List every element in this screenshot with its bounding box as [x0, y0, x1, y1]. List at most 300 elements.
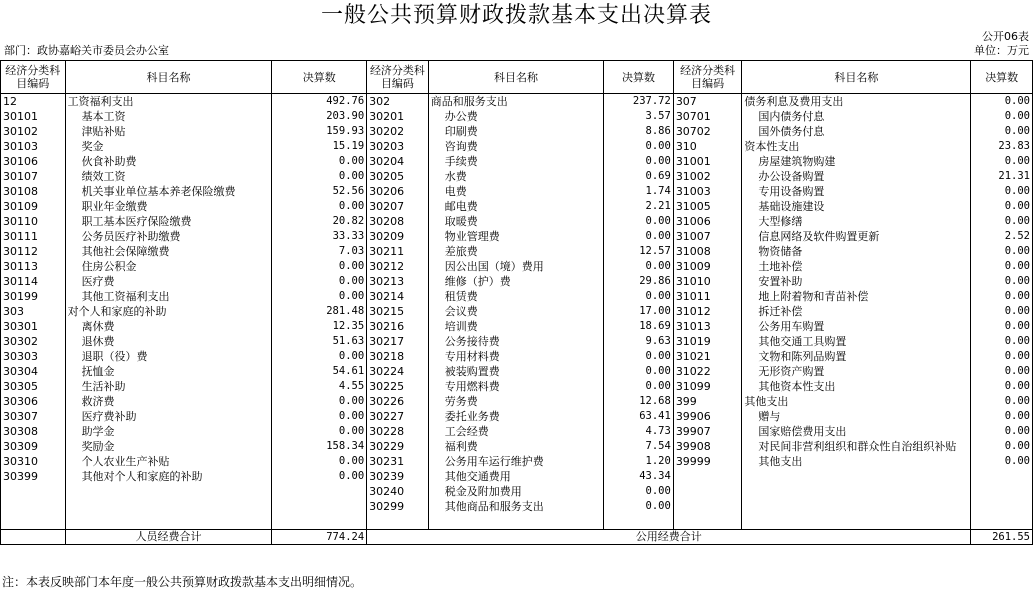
cell-amount: 0.00: [971, 454, 1033, 469]
cell-code: 31010: [673, 274, 742, 289]
header-name-2: 科目名称: [428, 61, 604, 94]
table-row: [1, 259, 1033, 274]
cell-amount: 2.52: [971, 229, 1033, 244]
cell-name: 被装购置费: [428, 364, 604, 379]
table-row: [1, 289, 1033, 304]
cell-code: 31005: [673, 199, 742, 214]
cell-amount: 0.00: [272, 274, 367, 289]
cell-name: 专用设备购置: [742, 184, 971, 199]
cell-code: 30101: [1, 109, 66, 124]
cell-amount: [971, 469, 1033, 484]
cell-amount: 4.73: [604, 424, 674, 439]
cell-code: 39906: [673, 409, 742, 424]
cell-name: 商品和服务支出: [428, 94, 604, 110]
cell-code: 30209: [367, 229, 429, 244]
cell-name: 会议费: [428, 304, 604, 319]
cell-name: 国家赔偿费用支出: [742, 424, 971, 439]
cell-amount: 2.21: [604, 199, 674, 214]
cell-name: 劳务费: [428, 394, 604, 409]
cell-amount: [604, 514, 674, 530]
cell-amount: 0.00: [971, 409, 1033, 424]
cell-name: [65, 484, 272, 499]
cell-amount: 0.00: [971, 394, 1033, 409]
cell-code: 39999: [673, 454, 742, 469]
table-row: [1, 214, 1033, 229]
table-row: [1, 469, 1033, 484]
header-amount-2: 决算数: [604, 61, 674, 94]
cell-code: 30207: [367, 199, 429, 214]
cell-code: [673, 499, 742, 514]
cell-name: 机关事业单位基本养老保险缴费: [65, 184, 272, 199]
cell-name: 租赁费: [428, 289, 604, 304]
cell-name: 住房公积金: [65, 259, 272, 274]
cell-code: 302: [367, 94, 429, 110]
cell-code: 39908: [673, 439, 742, 454]
cell-name: 奖励金: [65, 439, 272, 454]
cell-amount: 159.93: [272, 124, 367, 139]
cell-amount: 0.00: [272, 424, 367, 439]
cell-name: 对民间非营利组织和群众性自治组织补贴: [742, 439, 971, 454]
cell-name: 国内债务付息: [742, 109, 971, 124]
personnel-total-amount: 774.24: [272, 530, 367, 545]
cell-name: [742, 484, 971, 499]
cell-code: 30399: [1, 469, 66, 484]
cell-name: 维修（护）费: [428, 274, 604, 289]
cell-amount: 0.00: [971, 184, 1033, 199]
public-total-label: 公用经费合计: [367, 530, 971, 545]
cell-code: 399: [673, 394, 742, 409]
cell-name: 邮电费: [428, 199, 604, 214]
cell-amount: 7.03: [272, 244, 367, 259]
table-row: [1, 364, 1033, 379]
cell-amount: 0.00: [971, 349, 1033, 364]
table-row: [1, 199, 1033, 214]
cell-code: 30224: [367, 364, 429, 379]
cell-amount: 0.00: [604, 214, 674, 229]
cell-name: 其他对个人和家庭的补助: [65, 469, 272, 484]
cell-amount: 0.00: [971, 244, 1033, 259]
table-row: [1, 94, 1033, 110]
cell-amount: 0.00: [971, 289, 1033, 304]
cell-amount: 0.00: [604, 349, 674, 364]
cell-name: 取暖费: [428, 214, 604, 229]
public-total-amount: 261.55: [971, 530, 1033, 545]
cell-code: 30110: [1, 214, 66, 229]
cell-code: 30202: [367, 124, 429, 139]
cell-name: 工会经费: [428, 424, 604, 439]
table-row: [1, 154, 1033, 169]
cell-code: 30217: [367, 334, 429, 349]
cell-amount: 281.48: [272, 304, 367, 319]
cell-amount: 0.00: [272, 409, 367, 424]
cell-amount: 7.54: [604, 439, 674, 454]
cell-code: 12: [1, 94, 66, 110]
cell-code: [1, 514, 66, 530]
header-amount-1: 决算数: [272, 61, 367, 94]
cell-amount: 0.00: [604, 139, 674, 154]
cell-amount: 0.00: [272, 259, 367, 274]
cell-code: 30218: [367, 349, 429, 364]
cell-name: 文物和陈列品购置: [742, 349, 971, 364]
cell-name: 退休费: [65, 334, 272, 349]
cell-name: 奖金: [65, 139, 272, 154]
cell-name: 印刷费: [428, 124, 604, 139]
cell-name: 救济费: [65, 394, 272, 409]
cell-code: 30199: [1, 289, 66, 304]
table-row: [1, 124, 1033, 139]
table-row: [1, 229, 1033, 244]
cell-name: 土地补偿: [742, 259, 971, 274]
cell-amount: [971, 514, 1033, 530]
cell-code: 30203: [367, 139, 429, 154]
cell-name: 抚恤金: [65, 364, 272, 379]
cell-name: 其他资本性支出: [742, 379, 971, 394]
cell-code: 30106: [1, 154, 66, 169]
cell-amount: 12.57: [604, 244, 674, 259]
cell-amount: 17.00: [604, 304, 674, 319]
cell-amount: 63.41: [604, 409, 674, 424]
cell-amount: 0.00: [971, 319, 1033, 334]
cell-code: 30213: [367, 274, 429, 289]
cell-code: 30304: [1, 364, 66, 379]
cell-name: 信息网络及软件购置更新: [742, 229, 971, 244]
personnel-total-label: 人员经费合计: [65, 530, 272, 545]
cell-amount: 0.00: [971, 109, 1033, 124]
cell-code: 30227: [367, 409, 429, 424]
cell-code: 30215: [367, 304, 429, 319]
page-title: 一般公共预算财政拨款基本支出决算表: [320, 3, 712, 28]
cell-amount: 0.00: [604, 289, 674, 304]
cell-code: 31011: [673, 289, 742, 304]
table-row: [1, 499, 1033, 514]
department-label: 部门：政协嘉峪关市委员会办公室: [4, 44, 169, 57]
cell-code: 30111: [1, 229, 66, 244]
cell-amount: 0.00: [604, 364, 674, 379]
cell-name: [742, 499, 971, 514]
cell-name: 其他支出: [742, 454, 971, 469]
cell-code: 31006: [673, 214, 742, 229]
cell-amount: 15.19: [272, 139, 367, 154]
cell-code: [367, 514, 429, 530]
cell-amount: 0.00: [971, 274, 1033, 289]
cell-amount: 0.00: [272, 169, 367, 184]
cell-name: 房屋建筑物购建: [742, 154, 971, 169]
header-name-1: 科目名称: [65, 61, 272, 94]
cell-name: [742, 469, 971, 484]
cell-code: 30239: [367, 469, 429, 484]
cell-amount: 0.00: [272, 199, 367, 214]
cell-code: 30102: [1, 124, 66, 139]
cell-code: 30306: [1, 394, 66, 409]
cell-code: 30214: [367, 289, 429, 304]
cell-code: 307: [673, 94, 742, 110]
cell-name: 物业管理费: [428, 229, 604, 244]
cell-name: [65, 499, 272, 514]
cell-name: 公务员医疗补助缴费: [65, 229, 272, 244]
cell-code: 30310: [1, 454, 66, 469]
cell-name: 大型修缮: [742, 214, 971, 229]
cell-amount: 0.00: [604, 484, 674, 499]
cell-name: 离休费: [65, 319, 272, 334]
cell-code: 30302: [1, 334, 66, 349]
cell-code: [673, 469, 742, 484]
cell-code: 31019: [673, 334, 742, 349]
cell-code: 30702: [673, 124, 742, 139]
cell-amount: 0.00: [971, 124, 1033, 139]
cell-code: 30226: [367, 394, 429, 409]
cell-code: 30107: [1, 169, 66, 184]
table-row: [1, 319, 1033, 334]
cell-amount: 12.35: [272, 319, 367, 334]
table-row: [1, 394, 1033, 409]
cell-name: 办公费: [428, 109, 604, 124]
cell-amount: 0.00: [604, 259, 674, 274]
cell-amount: 0.00: [971, 439, 1033, 454]
cell-amount: 51.63: [272, 334, 367, 349]
cell-code: 30112: [1, 244, 66, 259]
cell-name: 水费: [428, 169, 604, 184]
cell-code: 30305: [1, 379, 66, 394]
cell-amount: [971, 484, 1033, 499]
table-row: [1, 304, 1033, 319]
cell-amount: 237.72: [604, 94, 674, 110]
cell-name: 其他商品和服务支出: [428, 499, 604, 514]
cell-amount: 0.00: [604, 154, 674, 169]
cell-name: 公务用车运行维护费: [428, 454, 604, 469]
cell-amount: 33.33: [272, 229, 367, 244]
cell-name: 其他支出: [742, 394, 971, 409]
cell-name: 医疗费: [65, 274, 272, 289]
cell-code: 31012: [673, 304, 742, 319]
totals-row: [1, 530, 1033, 545]
cell-amount: 0.69: [604, 169, 674, 184]
table-header-row: [1, 61, 1033, 94]
cell-code: [1, 484, 66, 499]
cell-code: 30204: [367, 154, 429, 169]
cell-amount: 21.31: [971, 169, 1033, 184]
cell-name: 拆迁补偿: [742, 304, 971, 319]
cell-code: 30299: [367, 499, 429, 514]
cell-name: 无形资产购置: [742, 364, 971, 379]
cell-code: 39907: [673, 424, 742, 439]
cell-amount: 9.63: [604, 334, 674, 349]
cell-code: 30205: [367, 169, 429, 184]
cell-amount: [971, 499, 1033, 514]
cell-code: 31009: [673, 259, 742, 274]
cell-amount: 492.76: [272, 94, 367, 110]
cell-name: 物资储备: [742, 244, 971, 259]
cell-code: 30307: [1, 409, 66, 424]
cell-amount: 0.00: [272, 349, 367, 364]
cell-amount: 23.83: [971, 139, 1033, 154]
cell-amount: 1.20: [604, 454, 674, 469]
cell-code: 30309: [1, 439, 66, 454]
table-row: [1, 334, 1033, 349]
cell-name: 职业年金缴费: [65, 199, 272, 214]
table-row: [1, 139, 1033, 154]
cell-code: 31099: [673, 379, 742, 394]
cell-code: [673, 484, 742, 499]
cell-name: 赠与: [742, 409, 971, 424]
table-row: [1, 484, 1033, 499]
cell-amount: 20.82: [272, 214, 367, 229]
cell-name: 基本工资: [65, 109, 272, 124]
cell-name: 绩效工资: [65, 169, 272, 184]
cell-code: 31002: [673, 169, 742, 184]
cell-code: [673, 514, 742, 530]
table-row: [1, 169, 1033, 184]
cell-code: 303: [1, 304, 66, 319]
expenditure-table: [0, 60, 1033, 545]
cell-name: 国外债务付息: [742, 124, 971, 139]
cell-name: 伙食补助费: [65, 154, 272, 169]
cell-name: 生活补助: [65, 379, 272, 394]
cell-name: 对个人和家庭的补助: [65, 304, 272, 319]
cell-amount: 54.61: [272, 364, 367, 379]
cell-code: 31013: [673, 319, 742, 334]
cell-code: 30701: [673, 109, 742, 124]
cell-amount: 0.00: [272, 289, 367, 304]
cell-name: 资本性支出: [742, 139, 971, 154]
cell-code: 30113: [1, 259, 66, 274]
cell-name: 债务利息及费用支出: [742, 94, 971, 110]
cell-code: 31021: [673, 349, 742, 364]
cell-amount: 0.00: [971, 94, 1033, 110]
cell-name: 税金及附加费用: [428, 484, 604, 499]
cell-amount: 43.34: [604, 469, 674, 484]
cell-code: 30301: [1, 319, 66, 334]
cell-name: [65, 514, 272, 530]
table-row: [1, 244, 1033, 259]
cell-code: 31022: [673, 364, 742, 379]
cell-amount: 203.90: [272, 109, 367, 124]
cell-amount: 0.00: [971, 199, 1033, 214]
cell-amount: 52.56: [272, 184, 367, 199]
cell-name: 安置补助: [742, 274, 971, 289]
cell-name: 其他工资福利支出: [65, 289, 272, 304]
cell-amount: [272, 484, 367, 499]
cell-amount: 29.86: [604, 274, 674, 289]
cell-code: 31007: [673, 229, 742, 244]
cell-name: 办公设备购置: [742, 169, 971, 184]
cell-name: 医疗费补助: [65, 409, 272, 424]
cell-name: 其他社会保障缴费: [65, 244, 272, 259]
cell-code: 30109: [1, 199, 66, 214]
cell-code: [1, 499, 66, 514]
cell-code: 30308: [1, 424, 66, 439]
cell-amount: 0.00: [971, 259, 1033, 274]
cell-code: 30206: [367, 184, 429, 199]
cell-code: 30211: [367, 244, 429, 259]
cell-name: 委托业务费: [428, 409, 604, 424]
cell-amount: 18.69: [604, 319, 674, 334]
table-row: [1, 109, 1033, 124]
cell-name: 退职（役）费: [65, 349, 272, 364]
header-name-3: 科目名称: [742, 61, 971, 94]
cell-amount: 0.00: [971, 364, 1033, 379]
cell-name: 手续费: [428, 154, 604, 169]
cell-name: 公务接待费: [428, 334, 604, 349]
header-amount-3: 决算数: [971, 61, 1033, 94]
cell-amount: 1.74: [604, 184, 674, 199]
table-row: [1, 184, 1033, 199]
cell-name: 咨询费: [428, 139, 604, 154]
header-code-2: 经济分类科目编码: [367, 61, 429, 94]
cell-code: 30208: [367, 214, 429, 229]
cell-amount: 0.00: [272, 154, 367, 169]
cell-name: 其他交通费用: [428, 469, 604, 484]
cell-code: 31003: [673, 184, 742, 199]
table-row: [1, 274, 1033, 289]
cell-name: 培训费: [428, 319, 604, 334]
table-row: [1, 349, 1033, 364]
header-code-3: 经济分类科目编码: [673, 61, 742, 94]
cell-name: 专用燃料费: [428, 379, 604, 394]
form-number: 公开06表: [982, 30, 1029, 43]
table-row: [1, 409, 1033, 424]
cell-code: 30231: [367, 454, 429, 469]
cell-code: 30225: [367, 379, 429, 394]
cell-amount: [272, 499, 367, 514]
cell-name: 职工基本医疗保险缴费: [65, 214, 272, 229]
cell-amount: 0.00: [272, 454, 367, 469]
cell-name: 福利费: [428, 439, 604, 454]
cell-name: [428, 514, 604, 530]
cell-name: 专用材料费: [428, 349, 604, 364]
table-row: [1, 454, 1033, 469]
cell-amount: 0.00: [272, 469, 367, 484]
cell-name: 差旅费: [428, 244, 604, 259]
cell-name: 工资福利支出: [65, 94, 272, 110]
cell-name: 津贴补贴: [65, 124, 272, 139]
cell-code: 30201: [367, 109, 429, 124]
cell-name: 电费: [428, 184, 604, 199]
footnote: 注：本表反映部门本年度一般公共预算财政拨款基本支出明细情况。: [2, 575, 363, 589]
unit-label: 单位：万元: [974, 44, 1029, 57]
cell-code: 30303: [1, 349, 66, 364]
cell-amount: 8.86: [604, 124, 674, 139]
cell-code: 31001: [673, 154, 742, 169]
cell-amount: 0.00: [971, 424, 1033, 439]
cell-amount: 158.34: [272, 439, 367, 454]
cell-code: 30229: [367, 439, 429, 454]
cell-amount: [272, 514, 367, 530]
cell-amount: 0.00: [971, 334, 1033, 349]
cell-name: 地上附着物和青苗补偿: [742, 289, 971, 304]
cell-amount: 0.00: [971, 214, 1033, 229]
cell-code: 30228: [367, 424, 429, 439]
cell-code: 310: [673, 139, 742, 154]
cell-code: 31008: [673, 244, 742, 259]
cell-name: 因公出国（境）费用: [428, 259, 604, 274]
table-row: [1, 439, 1033, 454]
cell-name: [742, 514, 971, 530]
cell-code: 30108: [1, 184, 66, 199]
cell-amount: 4.55: [272, 379, 367, 394]
cell-name: 公务用车购置: [742, 319, 971, 334]
cell-code: 30114: [1, 274, 66, 289]
cell-amount: 0.00: [272, 394, 367, 409]
cell-amount: 3.57: [604, 109, 674, 124]
cell-code: 30212: [367, 259, 429, 274]
cell-amount: 12.68: [604, 394, 674, 409]
cell-amount: 0.00: [971, 379, 1033, 394]
cell-amount: 0.00: [604, 499, 674, 514]
cell-amount: 0.00: [604, 229, 674, 244]
cell-amount: 0.00: [971, 304, 1033, 319]
cell-name: 个人农业生产补贴: [65, 454, 272, 469]
table-row: [1, 379, 1033, 394]
